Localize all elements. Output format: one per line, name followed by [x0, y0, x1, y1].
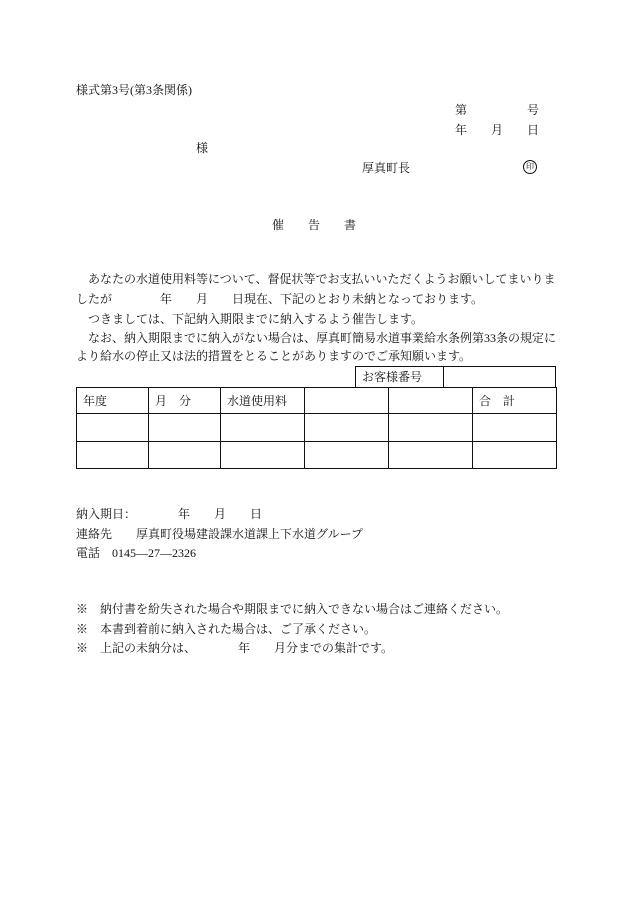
- note-item: ※ 上記の未納分は、 年 月分までの集計です。: [76, 641, 394, 655]
- table-header-row: [77, 388, 557, 414]
- customer-number-box: [355, 366, 556, 388]
- body-line: したが 年 月 日現在、下記のとおり未納となっております。: [76, 292, 484, 306]
- body-line: より給水の停止又は法的措置をとることがありますのでご承知願います。: [76, 349, 472, 363]
- note-item: ※ 本書到着前に納入された場合は、ご了承ください。: [76, 622, 377, 636]
- body-line: つきましては、下記納入期限までに納入するよう催告します。: [76, 312, 424, 326]
- table-cell: [473, 442, 557, 469]
- table-cell: [389, 414, 473, 442]
- table-row: [77, 442, 557, 469]
- customer-number-label: お客様番号: [356, 367, 444, 387]
- table-cell: [77, 414, 149, 442]
- header-water-fee: 水道使用料: [221, 388, 305, 414]
- table-cell: [149, 442, 221, 469]
- table-cell: [221, 414, 305, 442]
- body-line: なお、納入期限までに納入がない場合は、厚真町簡易水道事業給水条例第33条の規定に: [76, 331, 557, 345]
- table-cell: [149, 414, 221, 442]
- table-cell: [473, 414, 557, 442]
- header-total: 合 計: [473, 388, 557, 414]
- header-fiscal-year: 年度: [77, 388, 149, 414]
- customer-number-value: [444, 367, 555, 387]
- header-blank: [389, 388, 473, 414]
- document-number: 第 号: [455, 103, 540, 117]
- table-cell: [305, 442, 389, 469]
- header-month: 月 分: [149, 388, 221, 414]
- table-row: [77, 414, 557, 442]
- form-number: 様式第3号(第3条関係): [76, 83, 192, 97]
- document-title: 催 告 書: [272, 218, 357, 232]
- addressee-suffix: 様: [196, 141, 209, 155]
- table-cell: [389, 442, 473, 469]
- arrears-table: [76, 387, 557, 469]
- phone-number: 電話 0145―27―2326: [76, 546, 197, 560]
- document-date: 年 月 日: [455, 123, 540, 137]
- contact-info: 連絡先 厚真町役場建設課水道課上下水道グループ: [76, 527, 364, 541]
- note-item: ※ 納付書を紛失された場合や期限までに納入できない場合はご連絡ください。: [76, 602, 509, 616]
- payment-due-date: 納入期日： 年 月 日: [76, 507, 263, 521]
- table-cell: [305, 414, 389, 442]
- table-cell: [221, 442, 305, 469]
- table-cell: [77, 442, 149, 469]
- issuer-name: 厚真町長: [362, 161, 411, 175]
- body-line: あなたの水道使用料等について、督促状等でお支払いいただくようお願いしてまいりま: [76, 272, 556, 286]
- seal-icon: 印: [523, 160, 537, 174]
- header-blank: [305, 388, 389, 414]
